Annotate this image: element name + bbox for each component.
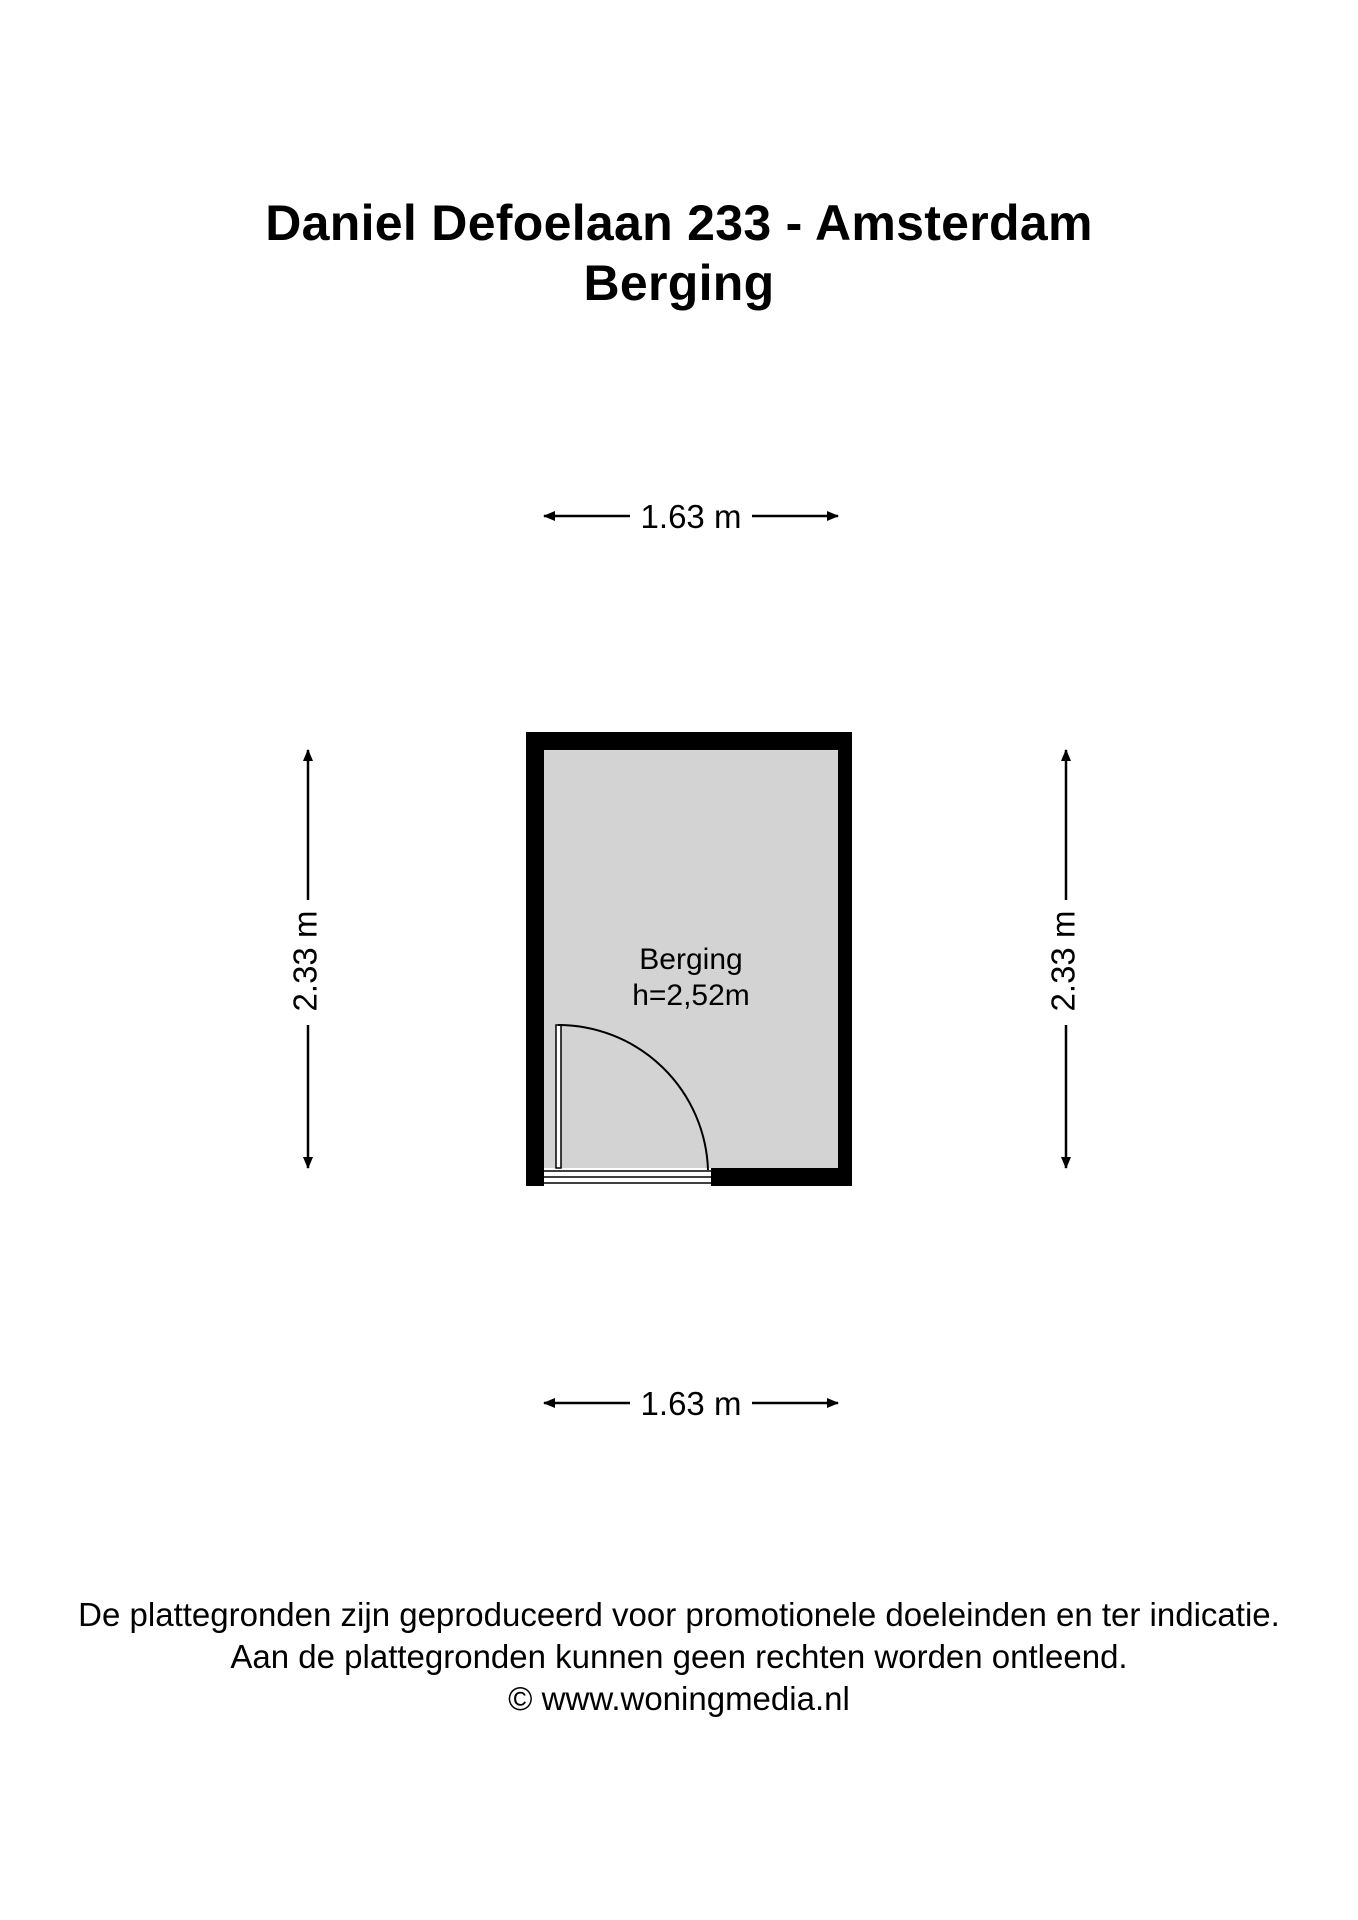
door-jamb bbox=[711, 1168, 718, 1186]
wall-left bbox=[526, 732, 544, 1186]
disclaimer-line-1: De plattegronden zijn geproduceerd voor promotionele doeleinden en ter indicatie. bbox=[78, 1596, 1280, 1633]
room-berging bbox=[526, 732, 852, 1186]
dimension-bottom-label: 1.63 m bbox=[640, 1385, 742, 1422]
dimension-right bbox=[1045, 750, 1082, 1168]
disclaimer-line-2: Aan de plattegronden kunnen geen rechten worden ontleend. bbox=[230, 1638, 1128, 1675]
dimension-bottom bbox=[544, 1385, 838, 1422]
door-leaf bbox=[556, 1025, 561, 1168]
page-title: Daniel Defoelaan 233 - Amsterdam bbox=[265, 195, 1093, 251]
dimension-top bbox=[544, 498, 838, 535]
room-height-label: h=2,52m bbox=[632, 979, 750, 1012]
wall-top bbox=[526, 732, 852, 750]
wall-bottom bbox=[718, 1168, 852, 1186]
dimension-left bbox=[287, 750, 324, 1168]
page-subtitle: Berging bbox=[583, 255, 775, 311]
dimension-right-label: 2.33 m bbox=[1044, 910, 1082, 1012]
copyright-text: © www.woningmedia.nl bbox=[508, 1680, 850, 1717]
dimension-left-label: 2.33 m bbox=[286, 910, 324, 1012]
dimension-top-label: 1.63 m bbox=[640, 498, 742, 535]
room-name-label: Berging bbox=[639, 943, 743, 976]
wall-right bbox=[838, 732, 852, 1186]
